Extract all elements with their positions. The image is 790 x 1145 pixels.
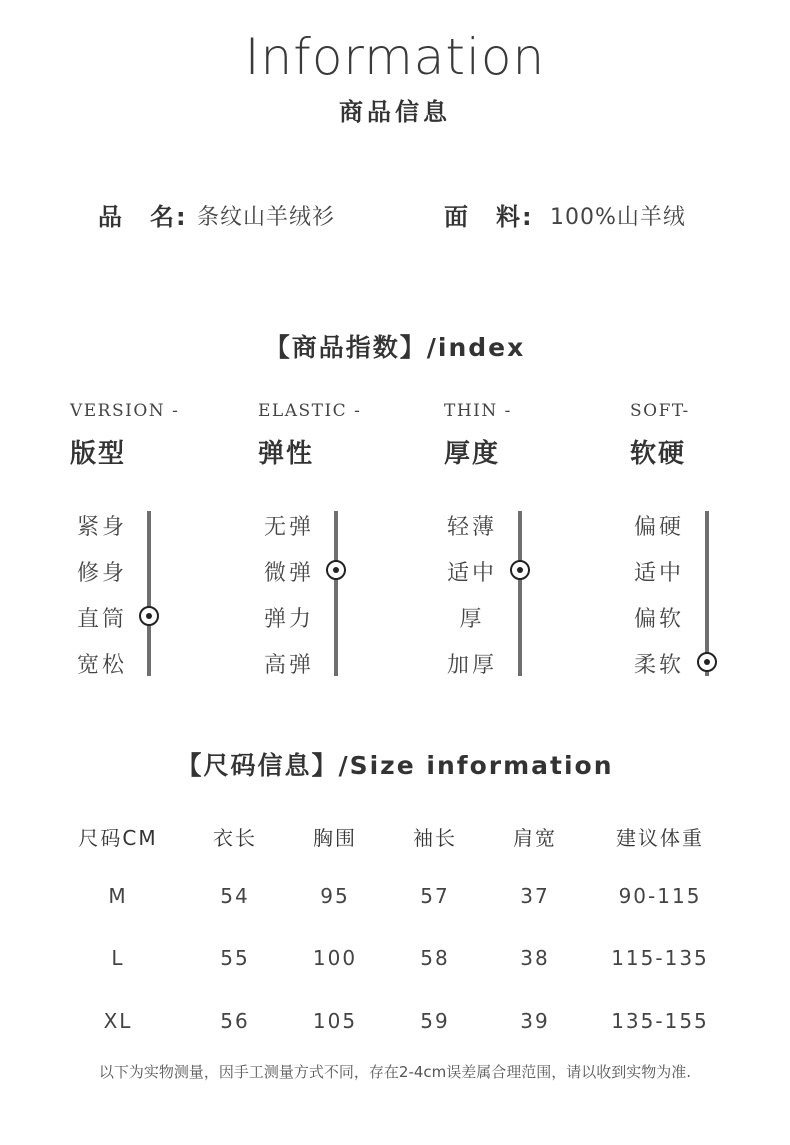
- elastic-level-3: 弹力: [263, 607, 314, 632]
- col-header-length: 衣长: [213, 826, 257, 850]
- table-cell: 105: [312, 1009, 358, 1033]
- elastic-scale-bar: [334, 511, 338, 676]
- table-cell: 100: [312, 946, 358, 970]
- thin-level-3: 厚: [459, 607, 485, 632]
- col-header-chest: 胸围: [313, 826, 357, 850]
- version-indicator: [139, 606, 159, 626]
- version-scale-bar: [147, 511, 151, 676]
- thin-cn-label: 厚度: [444, 439, 501, 469]
- table-cell: 55: [220, 946, 250, 970]
- thin-indicator: [510, 560, 530, 580]
- table-cell: 135-155: [611, 1009, 709, 1033]
- page-title-en: Information: [244, 28, 546, 86]
- table-cell: 56: [220, 1009, 250, 1033]
- table-cell: M: [108, 884, 128, 908]
- elastic-level-1: 无弹: [263, 515, 314, 540]
- thin-level-2: 适中: [446, 561, 497, 586]
- soft-level-3: 偏软: [633, 607, 684, 632]
- table-cell: 39: [520, 1009, 550, 1033]
- product-name-value: 条纹山羊绒衫: [197, 205, 336, 230]
- index-section-title: 【商品指数】/index: [264, 333, 526, 362]
- elastic-cn-label: 弹性: [258, 439, 315, 469]
- table-cell: 59: [420, 1009, 450, 1033]
- elastic-indicator: [326, 560, 346, 580]
- thin-en-label: THIN -: [444, 401, 512, 421]
- soft-cn-label: 软硬: [630, 439, 687, 469]
- col-header-weight: 建议体重: [616, 826, 704, 850]
- table-cell: 115-135: [611, 946, 709, 970]
- thin-level-4: 加厚: [446, 653, 497, 678]
- version-level-3: 直筒: [76, 607, 127, 632]
- table-cell: 58: [420, 946, 450, 970]
- col-header-sleeve: 袖长: [413, 826, 457, 850]
- soft-indicator: [697, 652, 717, 672]
- table-cell: 57: [420, 884, 450, 908]
- soft-level-4: 柔软: [633, 653, 684, 678]
- col-header-shoulder: 肩宽: [513, 826, 557, 850]
- table-cell: L: [111, 946, 125, 970]
- version-level-2: 修身: [76, 561, 127, 586]
- elastic-en-label: ELASTIC -: [258, 401, 362, 421]
- soft-level-2: 适中: [633, 561, 684, 586]
- thin-scale-bar: [518, 511, 522, 676]
- table-cell: 95: [320, 884, 350, 908]
- version-cn-label: 版型: [70, 439, 127, 469]
- page-title-cn: 商品信息: [339, 98, 451, 126]
- soft-level-1: 偏硬: [633, 515, 684, 540]
- version-en-label: VERSION -: [70, 401, 180, 421]
- table-cell: 38: [520, 946, 550, 970]
- version-level-4: 宽松: [76, 653, 127, 678]
- table-cell: 37: [520, 884, 550, 908]
- table-cell: 54: [220, 884, 250, 908]
- fabric-label: 面 料:: [444, 203, 534, 231]
- thin-level-1: 轻薄: [446, 515, 497, 540]
- soft-en-label: SOFT-: [630, 401, 690, 421]
- table-cell: XL: [103, 1009, 133, 1033]
- elastic-level-2: 微弹: [263, 561, 314, 586]
- product-name-label: 品 名:: [98, 203, 188, 231]
- col-header-size: 尺码CM: [78, 826, 158, 850]
- fabric-value: 100%山羊绒: [550, 205, 686, 230]
- elastic-level-4: 高弹: [263, 653, 314, 678]
- version-level-1: 紧身: [76, 515, 127, 540]
- size-section-title: 【尺码信息】/Size information: [176, 751, 614, 780]
- measurement-note: 以下为实物测量，因手工测量方式不同，存在2-4cm误差属合理范围，请以收到实物为准.: [98, 1063, 692, 1081]
- table-cell: 90-115: [618, 884, 702, 908]
